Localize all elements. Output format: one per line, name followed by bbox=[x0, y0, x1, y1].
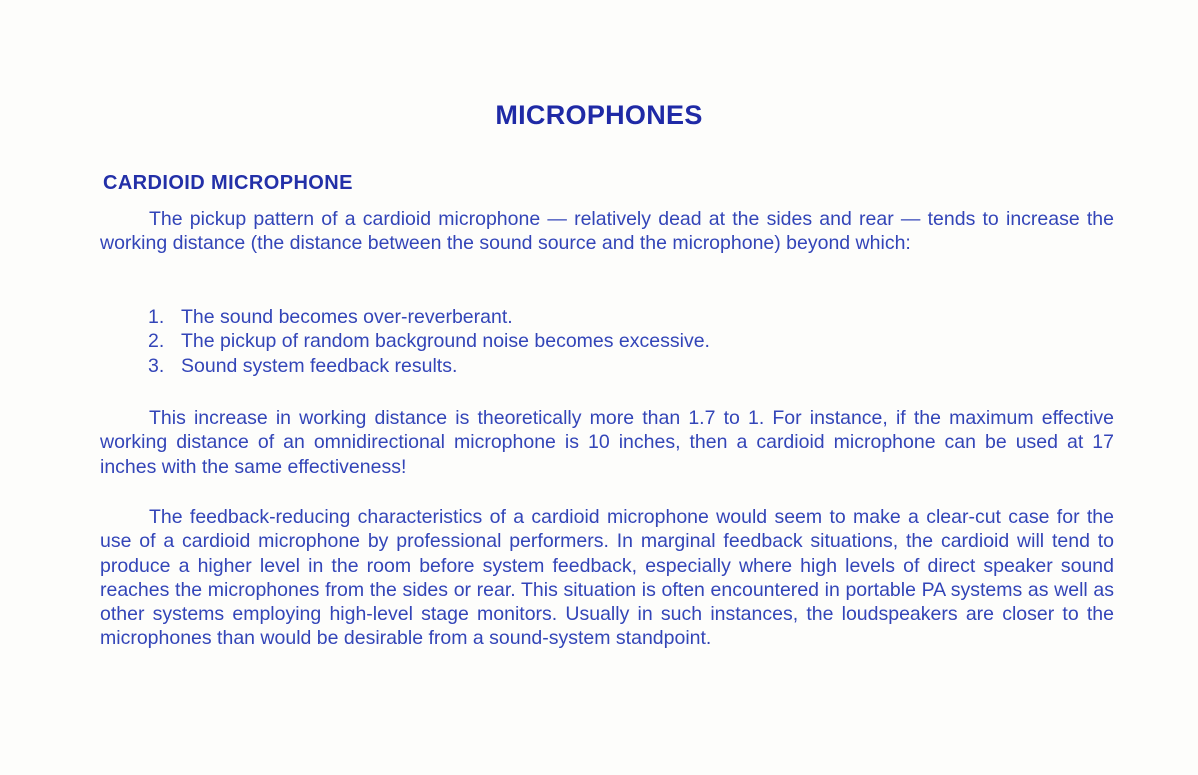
paragraph-distance-text: This increase in working distance is theoretically more than 1.7 to 1. For instance, if the maximum effective working distance of an omnidirectional microphone is 10 inches, then a cardioid microphone can be used at 17 inches with the same effectiveness! bbox=[100, 407, 1114, 478]
conditions-list bbox=[148, 305, 710, 378]
paragraph-distance bbox=[100, 406, 1114, 479]
paragraph-intro-text: The pickup pattern of a cardioid microphone — relatively dead at the sides and rear — tends to increase the working distance (the distance between the sound source and the microphone) beyond which: bbox=[100, 208, 1114, 255]
section-heading: CARDIOID MICROPHONE bbox=[103, 172, 353, 194]
list-item bbox=[148, 354, 710, 378]
list-item-number: 3. bbox=[148, 354, 165, 377]
list-item-number: 2. bbox=[148, 330, 165, 353]
list-item-text: The pickup of random background noise becomes excessive. bbox=[181, 330, 710, 353]
list-item bbox=[148, 329, 710, 353]
paragraph-feedback-text: The feedback-reducing characteristics of a cardioid microphone would seem to make a clear-cut case for the use of a cardioid microphone by professional performers. In marginal feedback situations, the cardioid will tend to produce a higher level in the room before system feedback, especially where high levels of direct speaker sound reaches the microphones from the sides or rear. This situation is often encountered in portable PA systems as well as other systems employing high-level stage monitors. Usually in such instances, the loudspeakers are closer to the microphones than would be desirable from a sound-system standpoint. bbox=[100, 506, 1114, 650]
list-item-text: Sound system feedback results. bbox=[181, 354, 458, 377]
list-item-text: The sound becomes over-reverberant. bbox=[181, 306, 513, 328]
page-title: MICROPHONES bbox=[495, 100, 703, 130]
list-item bbox=[148, 305, 710, 329]
paragraph-feedback bbox=[100, 505, 1114, 651]
paragraph-intro bbox=[100, 207, 1114, 256]
list-item-number: 1. bbox=[148, 306, 165, 328]
